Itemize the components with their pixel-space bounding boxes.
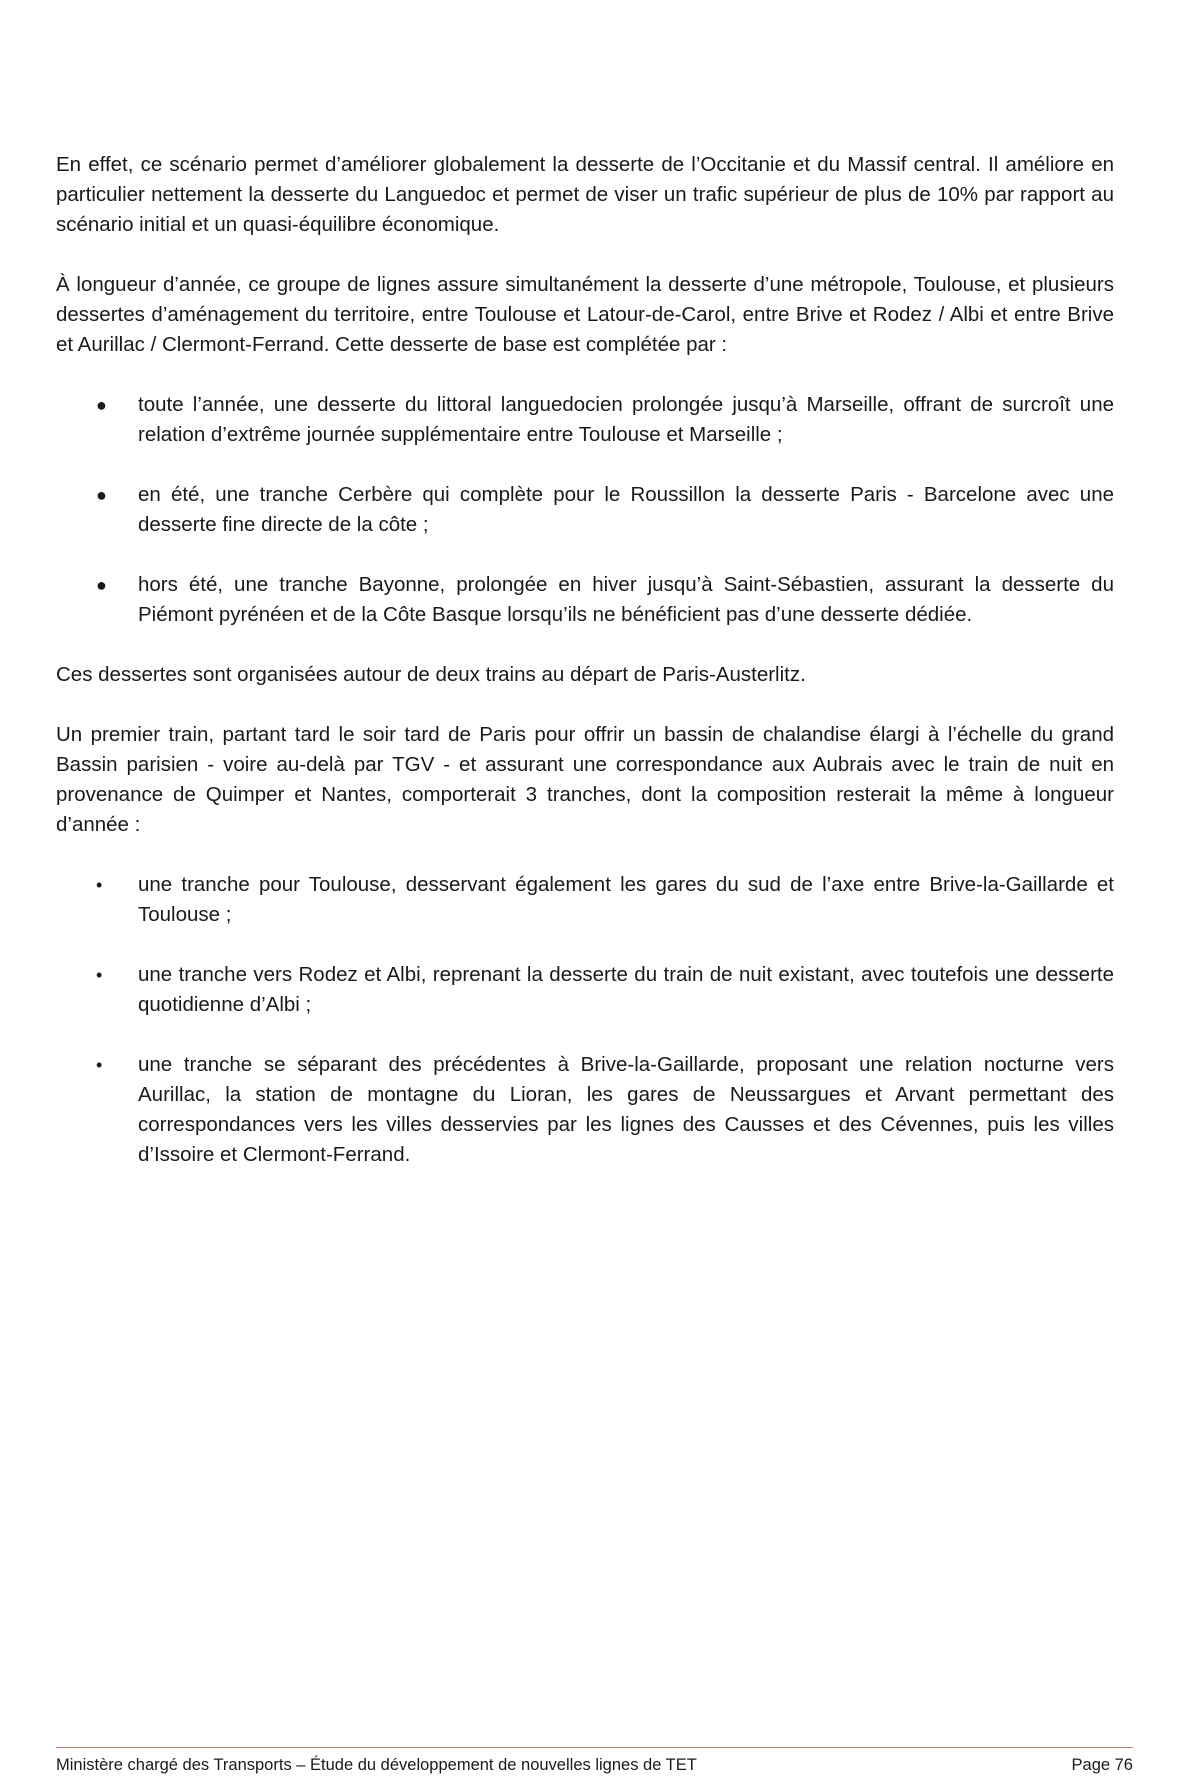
footer-title: Ministère chargé des Transports – Étude du développement de nouvelles lignes de TET (56, 1756, 697, 1774)
list-item (56, 960, 1114, 1020)
paragraph-year-round: À longueur d’année, ce groupe de lignes assure simultanément la desserte d’une métropole, Toulouse, et plusieurs dessertes d’aménagement du territoire, entre Toulouse et Latour-de-Carol, entre Brive et Rodez / Albi et entre Brive et Aurillac / Clermont-Ferrand. Cette desserte de base est complétée par : (56, 273, 1114, 356)
document-body (56, 150, 1114, 1200)
bullet-icon: • (96, 1055, 103, 1075)
bullet-icon: • (96, 875, 103, 895)
list-item-text: une tranche pour Toulouse, desservant également les gares du sud de l’axe entre Brive-la-Gaillarde et Toulouse ; (138, 873, 1114, 926)
paragraph-first-train: Un premier train, partant tard le soir tard de Paris pour offrir un bassin de chalandise élargi à l’échelle du grand Bassin parisien - voire au-delà par TGV - et assurant une correspondance aux Aubrais avec le train de nuit en provenance de Quimper et Nantes, comporterait 3 tranches, dont la composition resterait la même à longueur d’année : (56, 723, 1114, 836)
list-item (56, 870, 1114, 930)
paragraph-two-trains: Ces dessertes sont organisées autour de deux trains au départ de Paris-Austerlitz. (56, 663, 806, 686)
list-item-text: une tranche se séparant des précédentes à Brive-la-Gaillarde, proposant une relation nocturne vers Aurillac, la station de montagne du Lioran, les gares de Neussargues et Arvant permettant des correspondances vers les villes desservies par les lignes des Causses et des Cévennes, puis les villes d’Issoire et Clermont-Ferrand. (138, 1053, 1114, 1166)
list-item-text: hors été, une tranche Bayonne, prolongée en hiver jusqu’à Saint-Sébastien, assurant la desserte du Piémont pyrénéen et de la Côte Basque lorsqu’ils ne bénéficient pas d’une desserte dédiée. (138, 573, 1114, 626)
list-item-text: en été, une tranche Cerbère qui complète pour le Roussillon la desserte Paris - Barcelone avec une desserte fine directe de la côte ; (138, 483, 1114, 536)
paragraph-intro: En effet, ce scénario permet d’améliorer globalement la desserte de l’Occitanie et du Massif central. Il améliore en particulier nettement la desserte du Languedoc et permet de viser un trafic supérieur de plus de 10% par rapport au scénario initial et un quasi-équilibre économique. (56, 153, 1114, 236)
list-item-text: une tranche vers Rodez et Albi, reprenant la desserte du train de nuit existant, avec toutefois une desserte quotidienne d’Albi ; (138, 963, 1114, 1016)
list-item (56, 1050, 1114, 1170)
bullet-list-seasonal (56, 390, 1114, 630)
list-item (56, 480, 1114, 540)
list-item-text: toute l’année, une desserte du littoral languedocien prolongée jusqu’à Marseille, offrant de surcroît une relation d’extrême journée supplémentaire entre Toulouse et Marseille ; (138, 393, 1114, 446)
bullet-list-tranches (56, 870, 1114, 1170)
page-footer (56, 1747, 1133, 1775)
list-item (56, 390, 1114, 450)
bullet-icon: • (96, 965, 103, 985)
bullet-icon: ● (96, 395, 107, 415)
bullet-icon: ● (96, 575, 107, 595)
bullet-icon: ● (96, 485, 107, 505)
list-item (56, 570, 1114, 630)
page-number: Page 76 (1071, 1756, 1133, 1774)
